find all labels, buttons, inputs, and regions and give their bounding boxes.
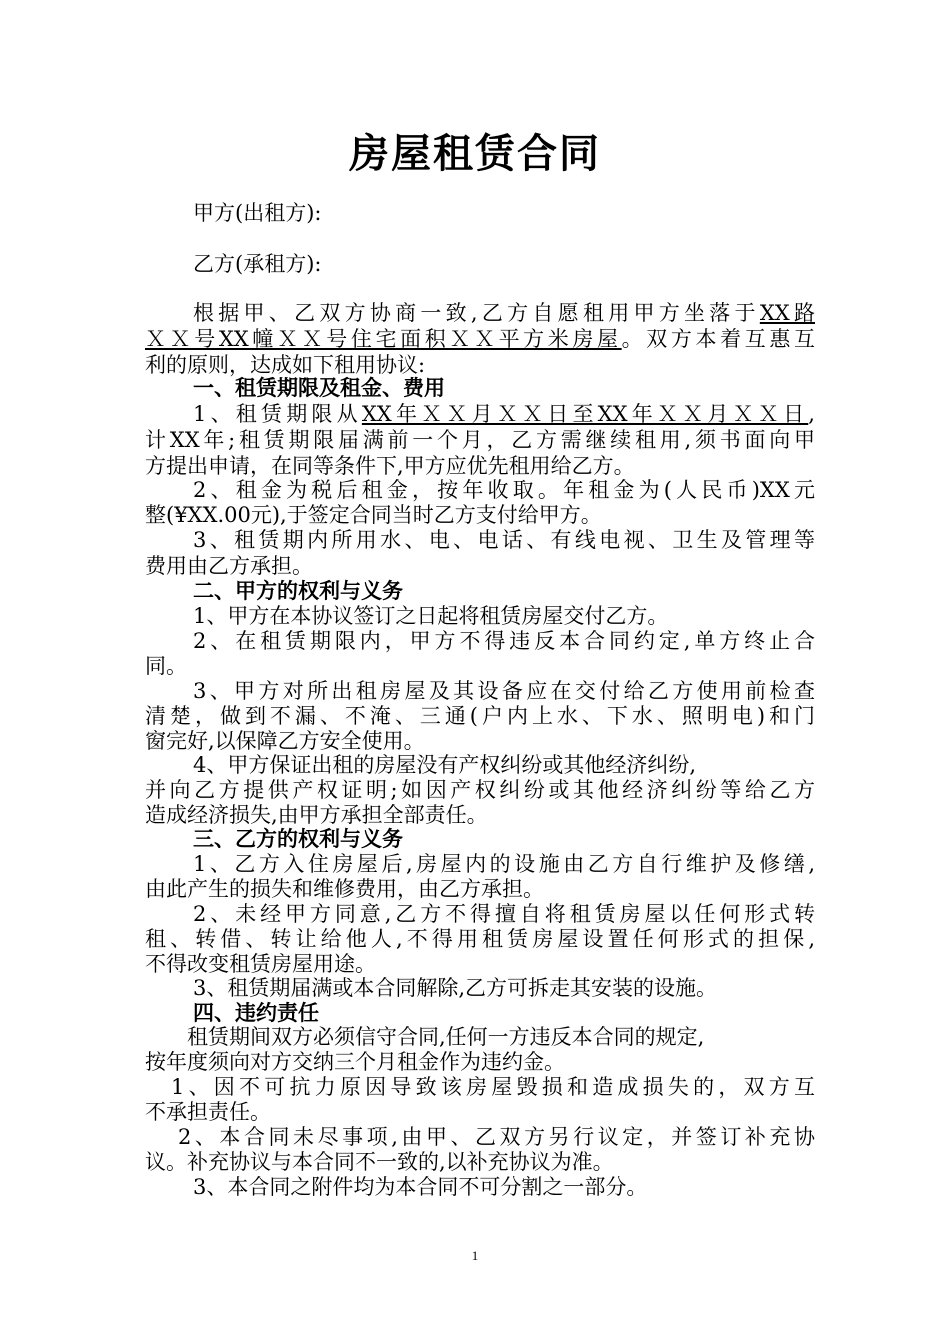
s2-p4-line-3: 造成经济损失,由甲方承担全部责任。 [145,803,488,827]
s1-p1-line-3: 方提出申请，在同等条件下,甲方应优先租用给乙方。 [145,454,635,478]
s2-p1: 1、甲方在本协议签订之日起将租赁房屋交付乙方。 [193,604,669,628]
property-address-detail: ＸＸ号XX幢ＸＸ号住宅面积ＸＸ平方米房屋 [145,327,622,351]
s1-p1-line-1 [193,401,815,427]
lease-term-label: 1、租赁期限从 [193,402,362,426]
s4-intro-line-1: 租赁期间双方必须信守合同,任何一方违反本合同的规定, [187,1025,705,1049]
section-1-heading: 一、租赁期限及租金、费用 [193,376,445,400]
property-address-part: XX路 [759,301,815,325]
s4-intro-line-2: 按年度须向对方交纳三个月租金作为违约金。 [145,1050,565,1074]
party-a-line: 甲方(出租方): [193,201,322,225]
s4-p2-line-1: 2、本合同未尽事项,由甲、乙双方另行议定，并签订补充协 [178,1125,815,1149]
s3-p3: 3、租赁期届满或本合同解除,乙方可拆走其安装的设施。 [193,976,718,1000]
s4-p1-line-1: 1、因不可抗力原因导致该房屋毁损和造成损失的，双方互 [171,1075,815,1099]
s2-p4-line-2: 并向乙方提供产权证明;如因产权纠纷或其他经济纠纷等给乙方 [145,778,815,802]
intro-line-2 [145,326,815,352]
s3-p2-line-2: 租、转借、转让给他人,不得用租赁房屋设置任何形式的担保, [145,927,815,951]
s3-p2-line-1: 2、未经甲方同意,乙方不得擅自将租赁房屋以任何形式转 [193,902,815,926]
s2-p3-line-2: 清楚，做到不漏、不淹、三通(户内上水、下水、照明电)和门 [145,704,815,728]
s1-p2-line-2: 整(¥XX.00元),于签定合同当时乙方支付给甲方。 [145,503,602,527]
s4-p1-line-2: 不承担责任。 [145,1100,271,1124]
party-b-line: 乙方(承租方): [193,252,322,276]
s2-p3-line-3: 窗完好,以保障乙方安全使用。 [145,729,425,753]
intro-line-1 [193,300,815,326]
s2-p3-line-1: 3、甲方对所出租房屋及其设备应在交付给乙方使用前检查 [193,679,815,703]
s1-p3-line-1: 3、租赁期内所用水、电、电话、有线电视、卫生及管理等 [193,528,815,552]
punctuation: , [808,402,815,426]
intro-text: 根据甲、乙双方协商一致,乙方自愿租用甲方坐落于 [193,301,760,325]
s1-p1-line-2: 计XX年;租赁期限届满前一个月，乙方需继续租用,须书面向甲 [145,428,815,452]
s1-p3-line-2: 费用由乙方承担。 [145,554,313,578]
s4-p3: 3、本合同之附件均为本合同不可分割之一部分。 [193,1175,648,1199]
s2-p2-line-1: 2、在租赁期限内，甲方不得违反本合同约定,单方终止合 [193,629,815,653]
s3-p1-line-1: 1、乙方入住房屋后,房屋内的设施由乙方自行维护及修缮, [193,852,815,876]
s4-p2-line-2: 议。补充协议与本合同不一致的,以补充协议为准。 [145,1150,614,1174]
s2-p4-line-1: 4、甲方保证出租的房屋没有产权纠纷或其他经济纠纷, [193,753,697,777]
intro-line-3: 利的原则，达成如下租用协议: [145,353,426,377]
section-2-heading: 二、甲方的权利与义务 [193,579,403,603]
intro-text: 。双方本着互惠互 [621,327,816,351]
page-number: 1 [471,1248,479,1263]
document-title: 房屋租赁合同 [349,131,601,177]
lease-term-dates: XX年ＸＸ月ＸＸ日至XX年ＸＸ月ＸＸ日 [361,402,809,426]
s3-p2-line-3: 不得改变租赁房屋用途。 [145,952,376,976]
section-3-heading: 三、乙方的权利与义务 [193,827,403,851]
s2-p2-line-2: 同。 [145,654,187,678]
s3-p1-line-2: 由此产生的损失和维修费用，由乙方承担。 [145,877,544,901]
section-4-heading: 四、违约责任 [193,1001,319,1025]
s1-p2-line-1: 2、租金为税后租金，按年收取。年租金为(人民币)XX元 [193,478,815,502]
